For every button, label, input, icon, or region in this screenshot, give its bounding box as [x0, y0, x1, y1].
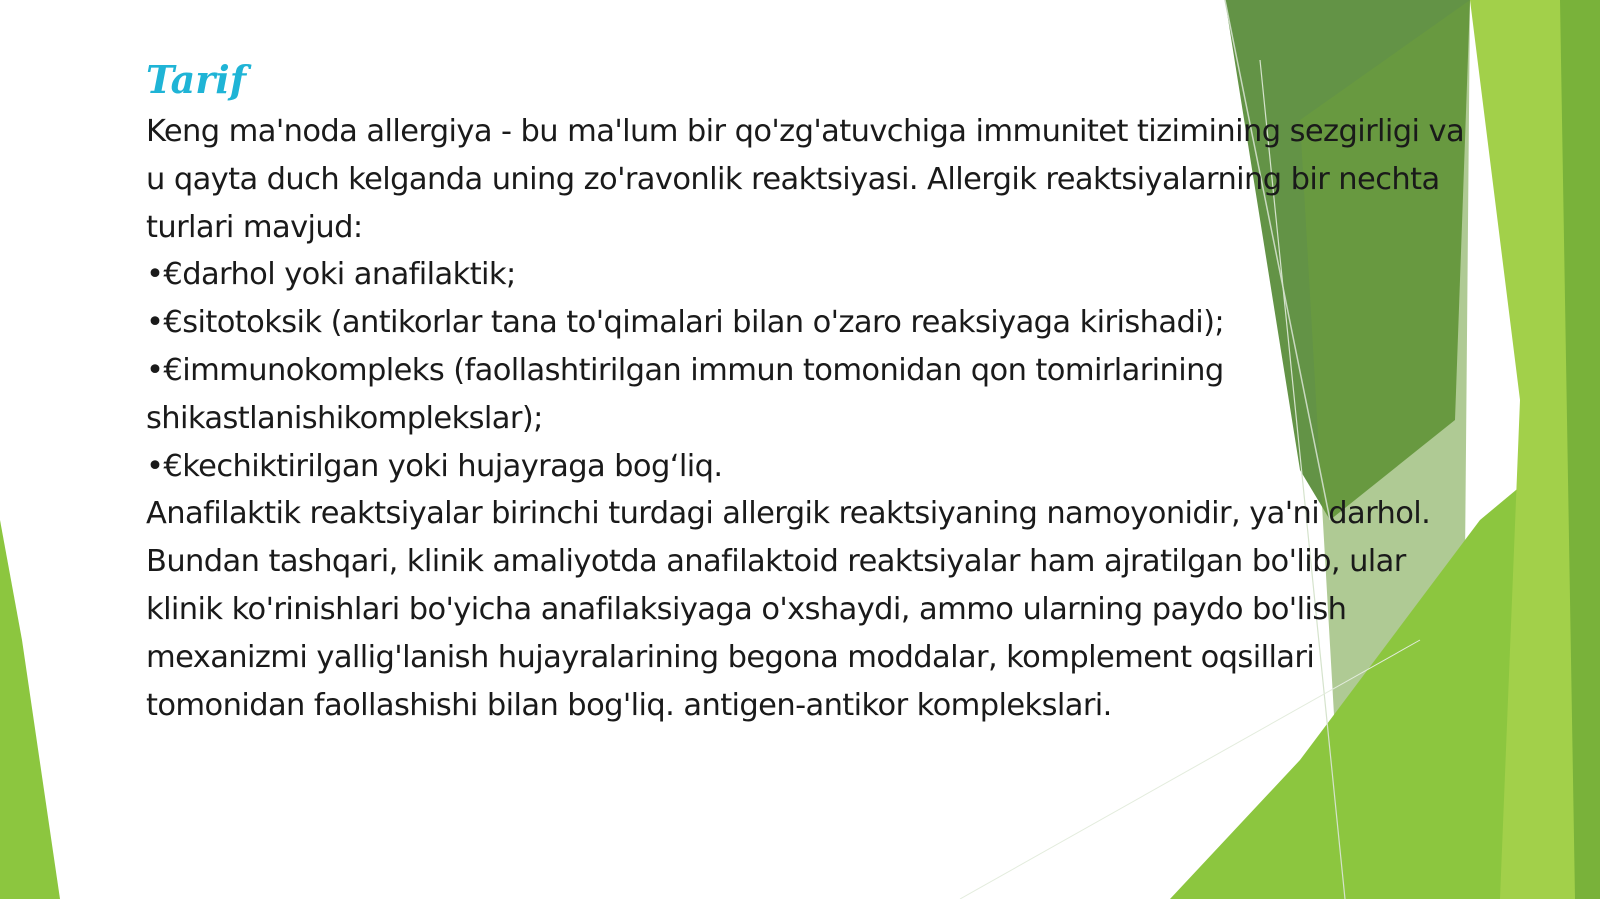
bullet-item: •€sitotoksik (antikorlar tana to'qimalari bilan o'zaro reaksiyaga kirishadi); [146, 305, 1225, 341]
paragraph-anaphylactic: Anafilaktik reaktsiyalar birinchi turdagi allergik reaktsiyaning namoyonidir, ya'ni darhol. [146, 496, 1431, 532]
left-green-shape [0, 520, 60, 899]
bullet-item: •€kechiktirilgan yoki hujayraga bog‘liq. [146, 448, 723, 484]
paragraph-definition: Keng ma'noda allergiya - bu ma'lum bir qo'zg'atuvchiga immunitet tizimining sezgirligi va u qayta duch kelganda uning zo'ravonlik reaktsiyasi. Allergik reaktsiyalarning bir nechta turlari mavjud: [146, 114, 1465, 245]
slide-content [146, 52, 1466, 729]
paragraph-anaphylactoid: Bundan tashqari, klinik amaliyotda anafilaktoid reaktsiyalar ham ajratilgan bo'lib, ular klinik ko'rinishlari bo'yicha anafilaksiyaga o'xshaydi, ammo ularning paydo bo'lish mexanizmi yallig'lanish hujayralarining begona moddalar, komplement oqsillari tomonidan faollashishi bilan bog'liq. antigen-antikor komplekslari. [146, 544, 1406, 723]
bullet-item: •€darhol yoki anafilaktik; [146, 257, 516, 293]
slide-title: Tarif [146, 57, 247, 102]
bullet-item: •€immunokompleks (faollashtirilgan immun tomonidan qon tomirlarining shikastlanishikomplekslar); [146, 352, 1224, 436]
